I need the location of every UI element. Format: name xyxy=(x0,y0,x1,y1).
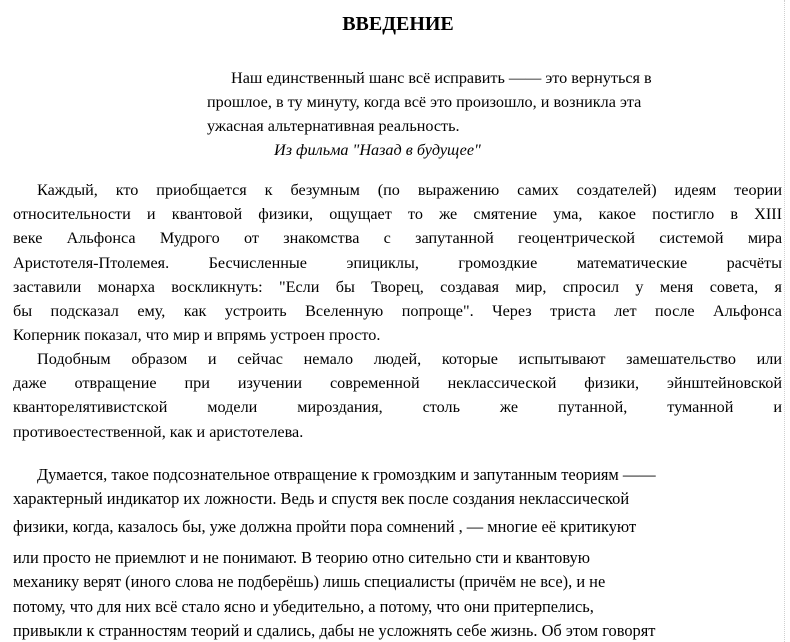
text-line: Думается, такое подсознательное отвращение к громоздким и запутанным теориям —— xyxy=(37,465,656,484)
text-line: потому, что для них всё стало ясно и убедительно, а потому, что они притерпелись, xyxy=(13,596,594,616)
epigraph-line: прошлое, в ту минуту, когда всё это произошло, и возникла эта xyxy=(207,93,642,111)
epigraph-line: ужасная альтернативная реальность. xyxy=(207,117,460,135)
text-line: Подобным образом и сейчас немало людей, которые испытывают замешательство или xyxy=(37,350,782,368)
text-line: бы подсказал ему, как устроить Вселенную попроще". Через триста лет после Альфонса xyxy=(13,301,782,320)
text-line: кванторелятивистской модели мироздания, столь же путанной, туманной и xyxy=(13,398,782,417)
page-edge-divider xyxy=(784,0,785,642)
text-line: относительности и квантовой физики, ощущает то же смятение ума, какое постигло в XIII xyxy=(13,205,782,224)
paragraph xyxy=(13,463,783,642)
paragraph xyxy=(13,178,782,347)
text-line: Каждый, кто приобщается к безумным (по выражению самих создателей) идеям теории xyxy=(37,181,782,199)
epigraph-line: Наш единственный шанс всё исправить —— это вернуться в xyxy=(231,69,652,87)
text-line: Коперник показал, что мир и впрямь устроен просто. xyxy=(13,326,381,345)
text-line: характерный индикатор их ложности. Ведь и спустя век после создания неклассической xyxy=(13,489,630,509)
page-title: ВВЕДЕНИЕ xyxy=(342,13,454,35)
text-line: заставили монарха воскликнуть: "Если бы Творец, создавая мир, спросил у меня совета, я xyxy=(13,277,782,296)
text-line: привыкли к странностям теорий и сдались, дабы не усложнять себе жизнь. Об этом говорят xyxy=(13,620,656,640)
paragraph xyxy=(13,347,782,444)
text-line: механику верят (иного слова не подберёшь) лишь специалисты (причём не все), и не xyxy=(13,572,606,592)
text-line: веке Альфонса Мудрого от знакомства с запутанной геоцентрической системой мира xyxy=(13,229,782,248)
text-line: противоестественной, как и аристотелева. xyxy=(13,422,304,441)
epigraph xyxy=(207,66,767,162)
text-line: даже отвращение при изучении современной неклассической физики, эйнштейновской xyxy=(13,374,782,393)
text-line: физики, когда, казалось бы, уже должна пройти пора сомнений , — многие её критикуют xyxy=(13,516,637,536)
text-line: или просто не приемлют и не понимают. В теорию отно сительно сти и квантовую xyxy=(13,547,590,567)
epigraph-source: Из фильма "Назад в будущее" xyxy=(274,141,481,159)
text-line: Аристотеля-Птолемея. Бесчисленные эпициклы, громоздкие математические расчёты xyxy=(13,253,782,272)
